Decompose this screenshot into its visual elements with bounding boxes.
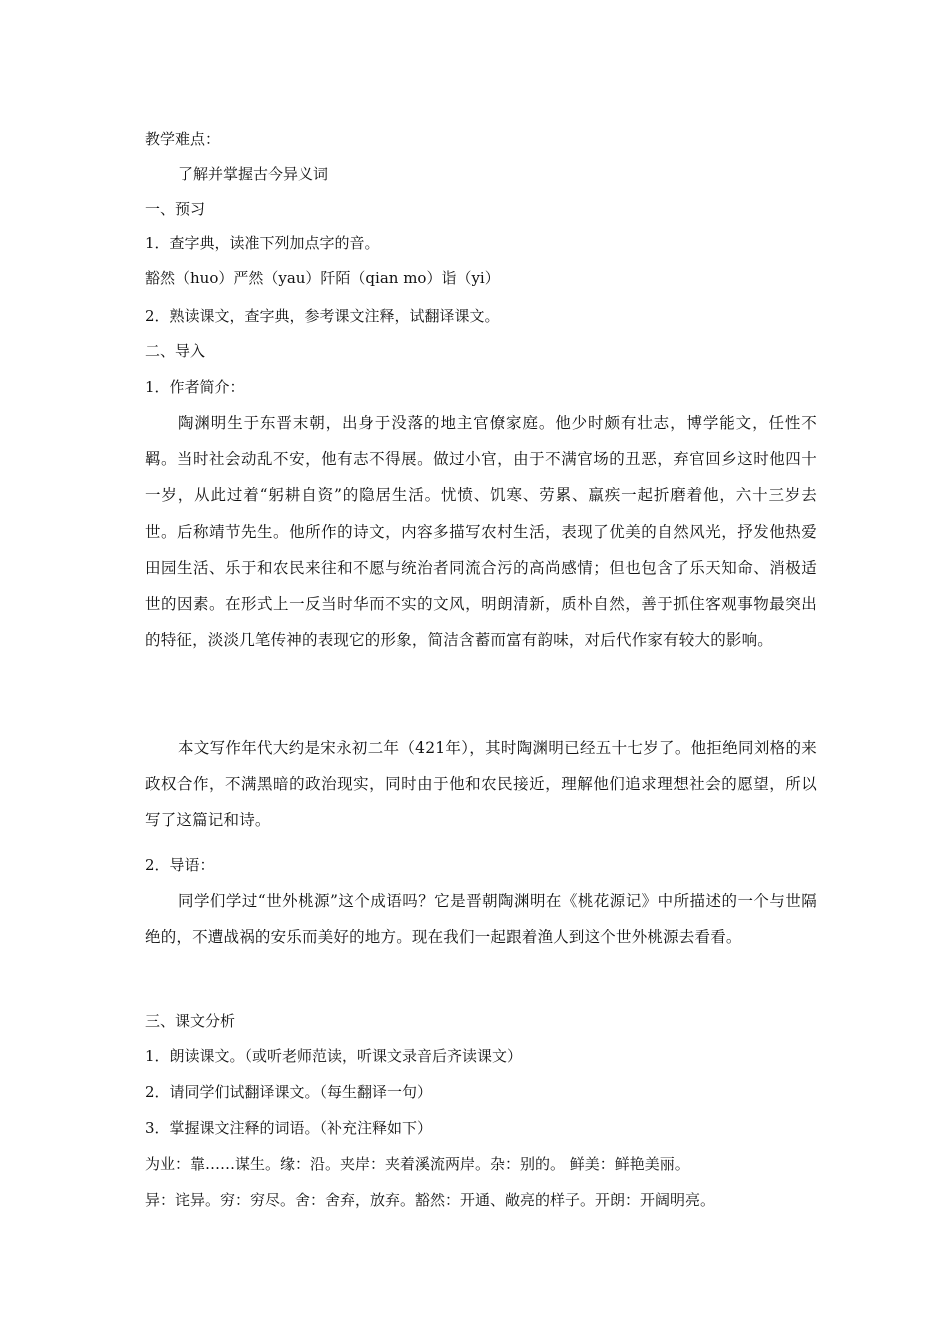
preview-item-1: 1．查字典，读准下列加点字的音。: [145, 234, 380, 252]
pronunciation-list: 豁然（huo）严然（yau）阡陌（qian mo）诣（yi）: [145, 269, 500, 287]
author-paragraph: 陶渊明生于东晋末朝，出身于没落的地主官僚家庭。他少时颇有壮志，博学能文，任性不羁。当时社会动乱不安，他有志不得展。做过小官，由于不满官场的丑恶，弃官回乡这时他四十一岁，从此过着“躬耕自资”的隐居生活。忧愤、饥寒、劳累、羸疾一起折磨着他，六十三岁去世。后称靖节先生。他所作的诗文，内容多描写农村生活，表现了优美的自然风光，抒发他热爱田园生活、乐于和农民来往和不愿与统治者同流合污的高尚感情；但也包含了乐天知命、消极适世的因素。在形式上一反当时华而不实的文风，明朗清新，质朴自然，善于抓住客观事物最突出的特征，淡淡几笔传神的表现它的形象，简洁含蓄而富有韵味，对后代作家有较大的影响。: [145, 414, 817, 650]
annotation-line-2: 异：诧异。穷：穷尽。舍：舍弃，放弃。豁然：开通、敞亮的样子。开朗：开阔明亮。: [145, 1191, 716, 1209]
section-preview: 一、预习: [145, 200, 206, 218]
annotation-line-1: 为业：靠……谋生。缘：沿。夹岸：夹着溪流两岸。杂：别的。 鲜美：鲜艳美丽。: [145, 1155, 690, 1173]
analysis-item-1: 1．朗读课文。（或听老师范读，听课文录音后齐读课文）: [145, 1047, 523, 1065]
heading-teaching-difficulty: 教学难点：: [145, 130, 221, 148]
background-paragraph: 本文写作年代大约是宋永初二年（421年），其时陶渊明已经五十七岁了。他拒绝同刘格的来政权合作，不满黑暗的政治现实，同时由于他和农民接近，理解他们追求理想社会的愿望，所以写了这篇记和诗。: [145, 739, 817, 830]
section-text-analysis: 三、课文分析: [145, 1012, 236, 1030]
preview-item-2: 2．熟读课文，查字典，参考课文注释，试翻译课文。: [145, 307, 500, 325]
difficulty-text: 了解并掌握古今异义词: [178, 165, 329, 183]
analysis-item-2: 2．请同学们试翻译课文。（每生翻译一句）: [145, 1083, 433, 1101]
lead-in-heading: 2．导语：: [145, 856, 215, 874]
section-introduction: 二、导入: [145, 342, 206, 360]
author-heading: 1．作者简介：: [145, 378, 245, 396]
analysis-item-3: 3．掌握课文注释的词语。（补充注释如下）: [145, 1119, 433, 1137]
lead-in-paragraph: 同学们学过“世外桃源”这个成语吗？它是晋朝陶渊明在《桃花源记》中所描述的一个与世隔绝的，不遭战祸的安乐而美好的地方。现在我们一起跟着渔人到这个世外桃源去看看。: [145, 892, 817, 947]
